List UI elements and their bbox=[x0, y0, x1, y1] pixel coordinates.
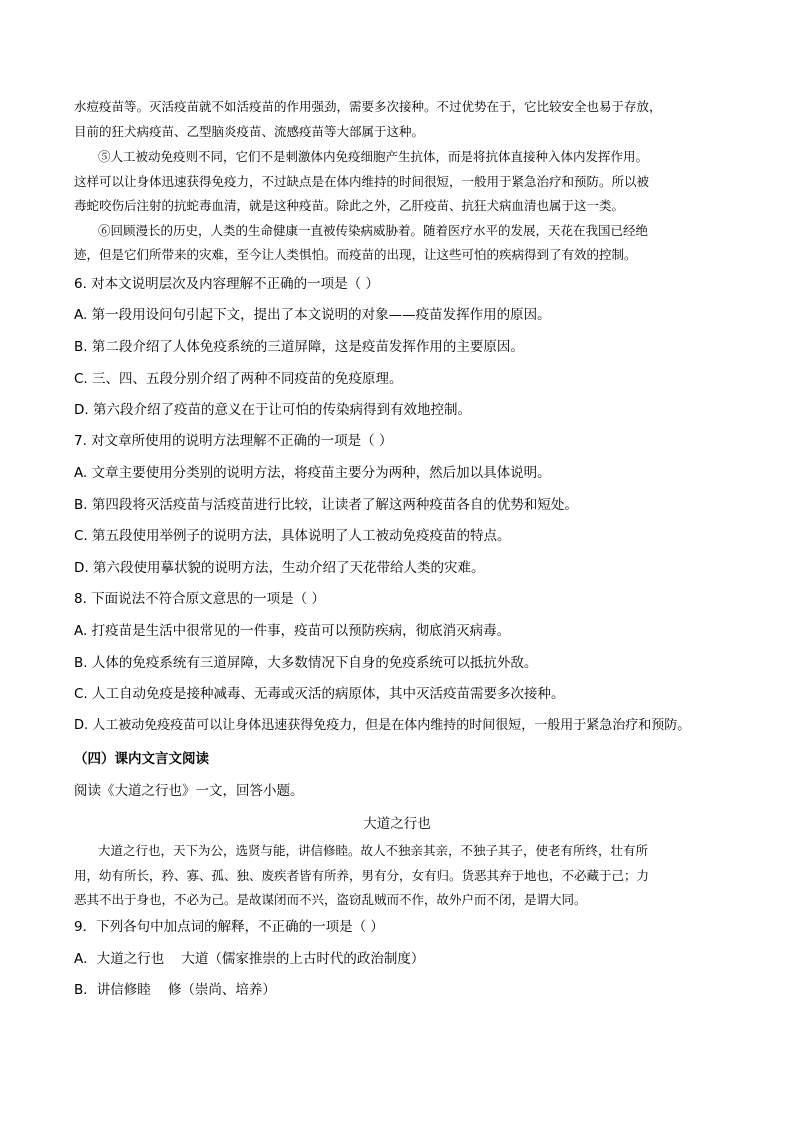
question-stem: 8. 下面说法不符合原文意思的一项是（ ） bbox=[74, 591, 325, 607]
question-option: C. 人工自动免疫是接种减毒、无毒或灭活的病原体，其中灭活疫苗需要多次接种。 bbox=[74, 686, 565, 702]
classical-text-title: 大道之行也 bbox=[363, 816, 431, 832]
passage-paragraph-6: ⑥回顾漫长的历史，人类的生命健康一直被传染病威胁着。随着医疗水平的发展，天花在我国已经绝 bbox=[98, 223, 649, 238]
question-option: A. 打疫苗是生活中很常见的一件事，疫苗可以预防疾病，彻底消灭病毒。 bbox=[74, 623, 511, 639]
question-stem: 9．下列各句中加点词的解释，不正确的一项是（ ） bbox=[74, 919, 384, 935]
question-option: A. 第一段用设问句引起下文，提出了本文说明的对象——疫苗发挥作用的原因。 bbox=[74, 307, 551, 323]
question-option: D. 第六段使用摹状貌的说明方法，生动介绍了天花带给人类的灾难。 bbox=[74, 560, 485, 576]
question-option: B. 第四段将灭活疫苗与活疫苗进行比较，让读者了解这两种疫苗各自的优势和短处。 bbox=[74, 497, 578, 513]
passage-line: 水痘疫苗等。灭活疫苗就不如活疫苗的作用强劲，需要多次接种。不过优势在于，它比较安全也易于存放， bbox=[74, 99, 662, 114]
passage-paragraph-5: ⑤人工被动免疫则不同，它们不是刺激体内免疫细胞产生抗体，而是将抗体直接种入体内发挥作用。 bbox=[98, 149, 649, 164]
question-option: C. 三、四、五段分别介绍了两种不同疫苗的免疫原理。 bbox=[74, 371, 403, 387]
passage-line: 迹，但是它们所带来的灾难，至今让人类惧怕。而疫苗的出现，让这些可怕的疾病得到了有效的控制。 bbox=[74, 247, 637, 262]
question-option: B．讲信修睦 修（崇尚、培养） bbox=[74, 982, 276, 998]
classical-text-line: 用，幼有所长，矜、寡、孤、独、废疾者皆有所养，男有分，女有归。货恶其弃于地也，不必藏于己；力 bbox=[74, 868, 650, 883]
question-stem: 7. 对文章所使用的说明方法理解不正确的一项是（ ） bbox=[74, 433, 393, 449]
question-option: B. 人体的免疫系统有三道屏障，大多数情况下自身的免疫系统可以抵抗外敌。 bbox=[74, 655, 538, 671]
passage-line: 目前的狂犬病疫苗、乙型脑炎疫苗、流感疫苗等大部属于这种。 bbox=[74, 124, 425, 139]
section-heading: （四）课内文言文阅读 bbox=[74, 751, 209, 767]
passage-line: 这样可以让身体迅速获得免疫力，不过缺点是在体内维持的时间很短，一般用于紧急治疗和预防。所以被 bbox=[74, 174, 650, 189]
classical-text-line: 恶其不出于身也，不必为己。是故谋闭而不兴，盗窃乱贼而不作，故外户而不闭，是谓大同。 bbox=[74, 892, 587, 907]
classical-text-line: 大道之行也，天下为公，选贤与能，讲信修睦。故人不独亲其亲，不独子其子，使老有所终，壮有所 bbox=[98, 843, 649, 858]
reading-instruction: 阅读《大道之行也》一文，回答小题。 bbox=[74, 783, 304, 799]
question-option: A. 文章主要使用分类别的说明方法，将疫苗主要分为两种，然后加以具体说明。 bbox=[74, 465, 551, 481]
question-option: B. 第二段介绍了人体免疫系统的三道屏障，这是疫苗发挥作用的主要原因。 bbox=[74, 339, 524, 355]
question-option: A．大道之行也 大道（儒家推崇的上古时代的政治制度） bbox=[74, 951, 425, 967]
question-stem: 6. 对本文说明层次及内容理解不正确的一项是（ ） bbox=[74, 276, 379, 292]
question-option: D. 第六段介绍了疫苗的意义在于让可怕的传染病得到有效地控制。 bbox=[74, 402, 471, 418]
question-option: D. 人工被动免疫疫苗可以让身体迅速获得免疫力，但是在体内维持的时间很短，一般用于紧急治疗和预防。 bbox=[74, 718, 691, 733]
passage-line: 毒蛇咬伤后注射的抗蛇毒血清，就是这种疫苗。除此之外，乙肝疫苗、抗狂犬病血清也属于这一类。 bbox=[74, 198, 625, 213]
question-option: C. 第五段使用举例子的说明方法，具体说明了人工被动免疫疫苗的特点。 bbox=[74, 528, 511, 544]
